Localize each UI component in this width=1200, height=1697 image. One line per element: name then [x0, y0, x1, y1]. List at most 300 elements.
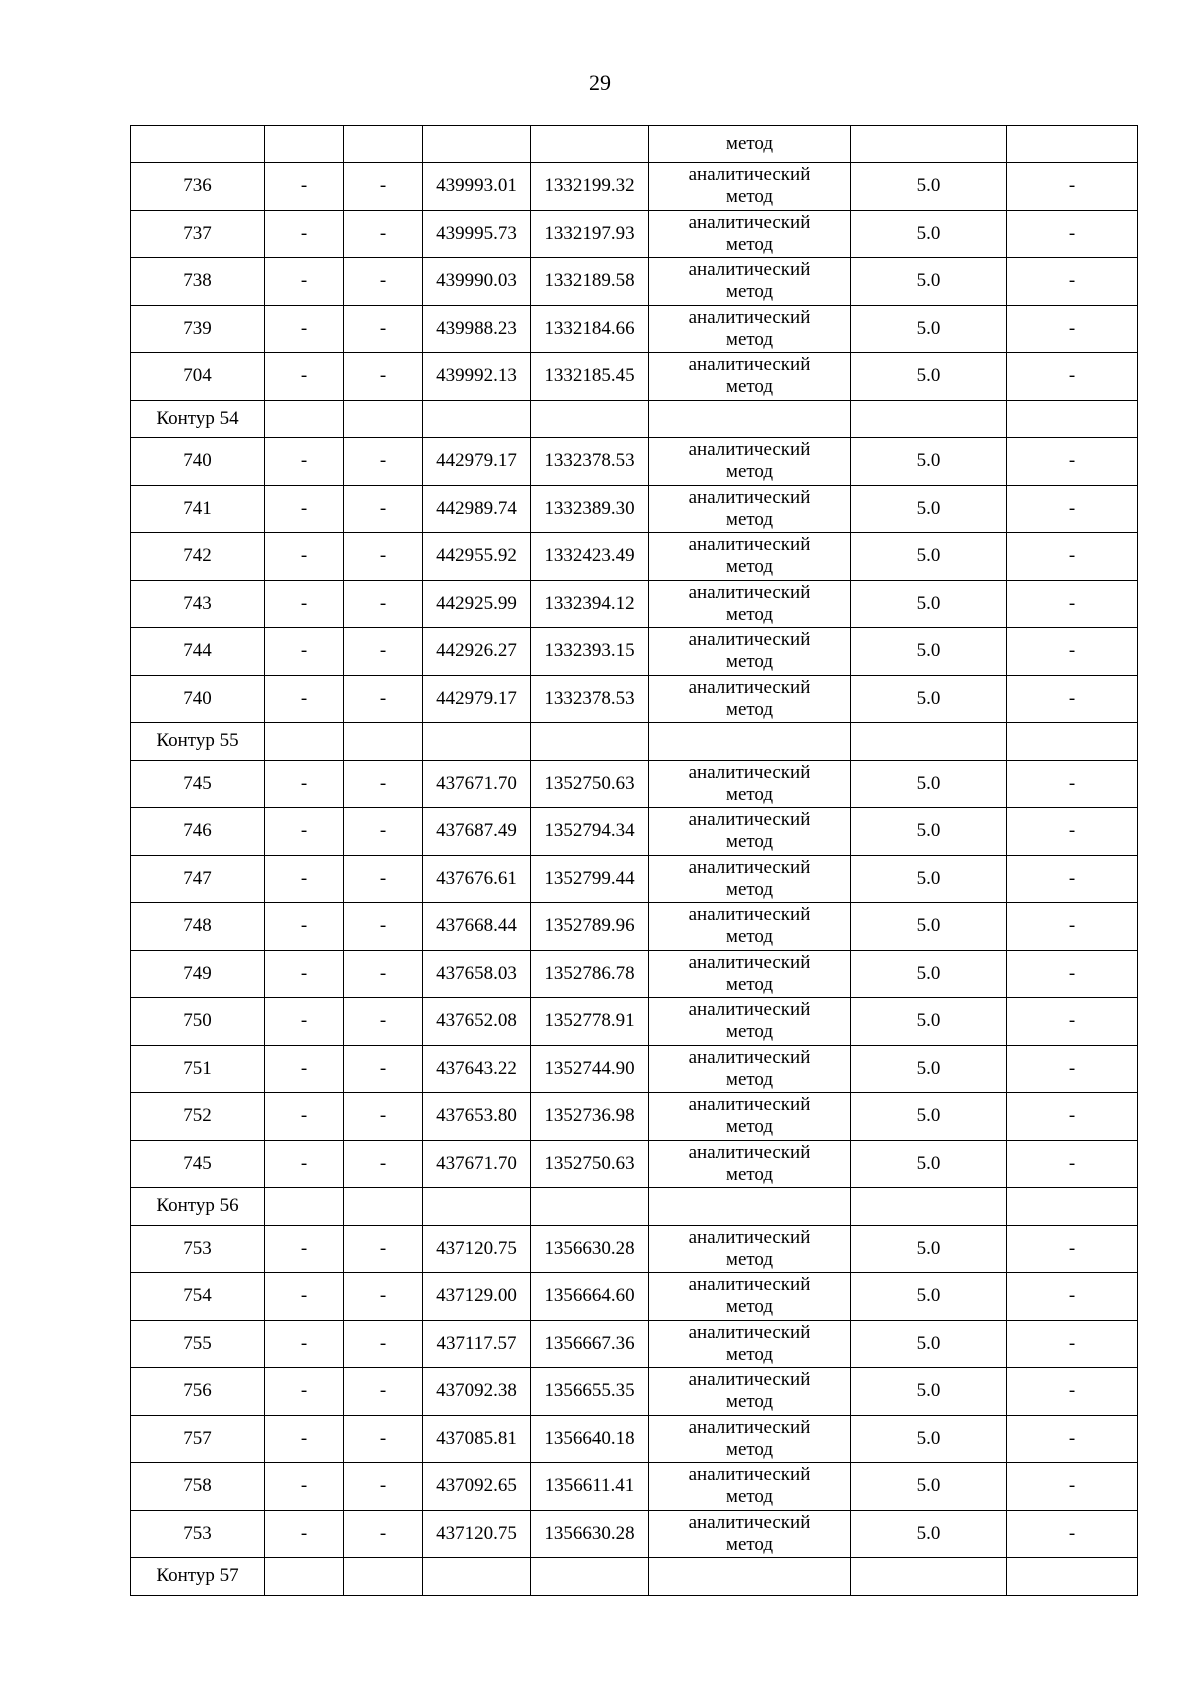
cell-x-coordinate: 437653.80 — [423, 1093, 531, 1141]
cell-note: - — [1007, 210, 1138, 258]
cell-empty — [531, 126, 649, 163]
contour-header-row — [131, 400, 1138, 438]
method-line-2: метод — [725, 508, 774, 530]
cell-x-coordinate: 437092.65 — [423, 1463, 531, 1511]
cell-dash-a: - — [265, 1463, 344, 1511]
method-line-1: аналитический — [688, 999, 811, 1021]
cell-empty — [531, 1188, 649, 1226]
cell-dash-a: - — [265, 210, 344, 258]
table-row — [131, 485, 1138, 533]
cell-dash-a: - — [265, 760, 344, 808]
cell-point-number: 739 — [131, 305, 265, 353]
cell-accuracy: 5.0 — [851, 760, 1007, 808]
method-line-2: метод — [725, 1438, 774, 1460]
cell-accuracy: 5.0 — [851, 628, 1007, 676]
method-line-2: метод — [725, 1248, 774, 1270]
cell-method — [649, 485, 851, 533]
cell-point-number: 749 — [131, 950, 265, 998]
cell-dash-b: - — [344, 760, 423, 808]
method-line-1: аналитический — [688, 306, 811, 328]
cell-y-coordinate: 1356640.18 — [531, 1415, 649, 1463]
cell-point-number: 754 — [131, 1273, 265, 1321]
cell-accuracy: 5.0 — [851, 163, 1007, 211]
cell-dash-a: - — [265, 1045, 344, 1093]
cell-dash-a: - — [265, 353, 344, 401]
cell-y-coordinate: 1332184.66 — [531, 305, 649, 353]
cell-y-coordinate: 1352799.44 — [531, 855, 649, 903]
cell-point-number: 751 — [131, 1045, 265, 1093]
contour-label: Контур 54 — [131, 400, 265, 438]
cell-method — [649, 163, 851, 211]
cell-method — [649, 808, 851, 856]
cell-note: - — [1007, 1320, 1138, 1368]
cell-method — [649, 950, 851, 998]
method-line-2: метод — [725, 1021, 774, 1043]
cell-dash-b: - — [344, 1415, 423, 1463]
method-line-1: аналитический — [688, 1464, 811, 1486]
cell-note: - — [1007, 1093, 1138, 1141]
cell-y-coordinate: 1332378.53 — [531, 438, 649, 486]
table-row — [131, 998, 1138, 1046]
cell-dash-b: - — [344, 1140, 423, 1188]
cell-y-coordinate: 1356655.35 — [531, 1368, 649, 1416]
cell-dash-a: - — [265, 533, 344, 581]
cell-dash-b: - — [344, 950, 423, 998]
table-row — [131, 855, 1138, 903]
cell-accuracy: 5.0 — [851, 1463, 1007, 1511]
contour-label: Контур 57 — [131, 1558, 265, 1596]
cell-y-coordinate: 1356664.60 — [531, 1273, 649, 1321]
cell-dash-b: - — [344, 628, 423, 676]
cell-method — [649, 305, 851, 353]
cell-y-coordinate: 1332189.58 — [531, 258, 649, 306]
cell-y-coordinate: 1352786.78 — [531, 950, 649, 998]
cell-empty — [851, 1558, 1007, 1596]
cell-x-coordinate: 442955.92 — [423, 533, 531, 581]
cell-accuracy: 5.0 — [851, 808, 1007, 856]
cell-empty — [531, 1558, 649, 1596]
cell-dash-b: - — [344, 163, 423, 211]
cell-x-coordinate: 437120.75 — [423, 1225, 531, 1273]
method-line-1: аналитический — [688, 581, 811, 603]
cell-accuracy: 5.0 — [851, 353, 1007, 401]
cell-accuracy: 5.0 — [851, 1368, 1007, 1416]
cell-note: - — [1007, 353, 1138, 401]
cell-dash-a: - — [265, 1225, 344, 1273]
cell-point-number: 748 — [131, 903, 265, 951]
cell-accuracy: 5.0 — [851, 675, 1007, 723]
cell-dash-a: - — [265, 580, 344, 628]
cell-dash-b: - — [344, 1045, 423, 1093]
cell-dash-a: - — [265, 1140, 344, 1188]
cell-y-coordinate: 1332394.12 — [531, 580, 649, 628]
page-number: 29 — [589, 70, 611, 95]
cell-dash-b: - — [344, 855, 423, 903]
cell-x-coordinate: 439990.03 — [423, 258, 531, 306]
cell-method — [649, 1093, 851, 1141]
cell-empty — [265, 126, 344, 163]
cell-x-coordinate: 439993.01 — [423, 163, 531, 211]
cell-note: - — [1007, 258, 1138, 306]
cell-dash-b: - — [344, 438, 423, 486]
cell-note: - — [1007, 1140, 1138, 1188]
method-line-1: аналитический — [688, 259, 811, 281]
contour-header-row — [131, 1558, 1138, 1596]
cell-x-coordinate: 437658.03 — [423, 950, 531, 998]
cell-empty — [851, 126, 1007, 163]
method-line-1: аналитический — [688, 809, 811, 831]
cell-x-coordinate: 442925.99 — [423, 580, 531, 628]
cell-empty — [531, 400, 649, 438]
cell-method — [649, 1463, 851, 1511]
cell-accuracy: 5.0 — [851, 305, 1007, 353]
method-line-1: аналитический — [688, 1416, 811, 1438]
cell-point-number: 745 — [131, 760, 265, 808]
cell-note: - — [1007, 760, 1138, 808]
cell-dash-b: - — [344, 1093, 423, 1141]
method-line-2: метод — [725, 603, 774, 625]
cell-dash-a: - — [265, 675, 344, 723]
contour-label: Контур 55 — [131, 723, 265, 761]
cell-point-number: 738 — [131, 258, 265, 306]
cell-point-number: 758 — [131, 1463, 265, 1511]
cell-method — [649, 353, 851, 401]
cell-x-coordinate: 439988.23 — [423, 305, 531, 353]
cell-empty — [265, 1188, 344, 1226]
table-row — [131, 353, 1138, 401]
table-row — [131, 533, 1138, 581]
table-row — [131, 438, 1138, 486]
cell-y-coordinate: 1352794.34 — [531, 808, 649, 856]
table-row — [131, 210, 1138, 258]
cell-dash-b: - — [344, 1368, 423, 1416]
cell-point-number: 741 — [131, 485, 265, 533]
method-line-2: метод — [725, 878, 774, 900]
method-line-1: аналитический — [688, 629, 811, 651]
cell-dash-a: - — [265, 1273, 344, 1321]
table-row — [131, 1463, 1138, 1511]
cell-y-coordinate: 1352750.63 — [531, 1140, 649, 1188]
cell-accuracy: 5.0 — [851, 950, 1007, 998]
cell-empty — [344, 1188, 423, 1226]
cell-method — [649, 1273, 851, 1321]
cell-point-number: 740 — [131, 675, 265, 723]
cell-method — [649, 1045, 851, 1093]
cell-y-coordinate: 1352778.91 — [531, 998, 649, 1046]
contour-label: Контур 56 — [131, 1188, 265, 1226]
cell-accuracy: 5.0 — [851, 1320, 1007, 1368]
table-row — [131, 1368, 1138, 1416]
cell-accuracy: 5.0 — [851, 1510, 1007, 1558]
method-line-2: метод — [725, 1391, 774, 1413]
cell-x-coordinate: 437687.49 — [423, 808, 531, 856]
table-body — [131, 126, 1138, 1596]
table-row — [131, 628, 1138, 676]
cell-empty — [131, 126, 265, 163]
cell-y-coordinate: 1356630.28 — [531, 1225, 649, 1273]
cell-y-coordinate: 1356630.28 — [531, 1510, 649, 1558]
cell-method — [649, 628, 851, 676]
cell-dash-a: - — [265, 1510, 344, 1558]
cell-method — [649, 258, 851, 306]
cell-empty — [649, 400, 851, 438]
cell-x-coordinate: 437129.00 — [423, 1273, 531, 1321]
cell-method — [649, 210, 851, 258]
cell-note: - — [1007, 1510, 1138, 1558]
cell-point-number: 757 — [131, 1415, 265, 1463]
cell-note: - — [1007, 305, 1138, 353]
method-line-2: метод — [725, 698, 774, 720]
cell-x-coordinate: 437120.75 — [423, 1510, 531, 1558]
cell-note: - — [1007, 438, 1138, 486]
cell-x-coordinate: 437671.70 — [423, 1140, 531, 1188]
cell-note: - — [1007, 1463, 1138, 1511]
cell-dash-b: - — [344, 1273, 423, 1321]
cell-method — [649, 998, 851, 1046]
method-line-1: аналитический — [688, 164, 811, 186]
cell-accuracy: 5.0 — [851, 1045, 1007, 1093]
table-row — [131, 1045, 1138, 1093]
cell-dash-a: - — [265, 1368, 344, 1416]
cell-x-coordinate: 442989.74 — [423, 485, 531, 533]
method-line-2: метод — [725, 1163, 774, 1185]
table-row — [131, 1225, 1138, 1273]
cell-dash-b: - — [344, 305, 423, 353]
cell-note: - — [1007, 580, 1138, 628]
cell-accuracy: 5.0 — [851, 1225, 1007, 1273]
method-line-1: аналитический — [688, 856, 811, 878]
cell-dash-a: - — [265, 1093, 344, 1141]
cell-empty — [851, 400, 1007, 438]
cell-x-coordinate: 442979.17 — [423, 438, 531, 486]
method-line-2: метод — [725, 1116, 774, 1138]
cell-dash-b: - — [344, 580, 423, 628]
cell-method — [649, 1510, 851, 1558]
cell-dash-a: - — [265, 1320, 344, 1368]
method-line-2: метод — [725, 1533, 774, 1555]
cell-point-number: 736 — [131, 163, 265, 211]
cell-y-coordinate: 1332199.32 — [531, 163, 649, 211]
cell-y-coordinate: 1356667.36 — [531, 1320, 649, 1368]
cell-note: - — [1007, 808, 1138, 856]
cell-accuracy: 5.0 — [851, 533, 1007, 581]
method-line-2: метод — [725, 651, 774, 673]
cell-dash-b: - — [344, 1510, 423, 1558]
cell-x-coordinate: 437652.08 — [423, 998, 531, 1046]
cell-y-coordinate: 1332393.15 — [531, 628, 649, 676]
cell-dash-a: - — [265, 998, 344, 1046]
cell-dash-b: - — [344, 675, 423, 723]
cell-method — [649, 533, 851, 581]
cell-dash-b: - — [344, 1225, 423, 1273]
cell-note: - — [1007, 950, 1138, 998]
cell-y-coordinate: 1352736.98 — [531, 1093, 649, 1141]
method-line-2: метод — [725, 973, 774, 995]
cell-point-number: 746 — [131, 808, 265, 856]
cell-y-coordinate: 1332389.30 — [531, 485, 649, 533]
cell-point-number: 755 — [131, 1320, 265, 1368]
table-row — [131, 1510, 1138, 1558]
cell-note: - — [1007, 533, 1138, 581]
cell-accuracy: 5.0 — [851, 210, 1007, 258]
cell-dash-a: - — [265, 485, 344, 533]
cell-note: - — [1007, 628, 1138, 676]
cell-method — [649, 675, 851, 723]
cell-y-coordinate: 1352750.63 — [531, 760, 649, 808]
table-row — [131, 675, 1138, 723]
cell-method — [649, 438, 851, 486]
cell-note: - — [1007, 1045, 1138, 1093]
cell-note: - — [1007, 855, 1138, 903]
cell-note: - — [1007, 1368, 1138, 1416]
continued-row — [131, 126, 1138, 163]
cell-empty — [344, 723, 423, 761]
cell-x-coordinate: 437671.70 — [423, 760, 531, 808]
method-line-2: метод — [725, 1343, 774, 1365]
cell-empty — [423, 1558, 531, 1596]
table-row — [131, 163, 1138, 211]
method-line-1: аналитический — [688, 1511, 811, 1533]
cell-x-coordinate: 437676.61 — [423, 855, 531, 903]
cell-point-number: 750 — [131, 998, 265, 1046]
cell-method — [649, 855, 851, 903]
cell-x-coordinate: 437668.44 — [423, 903, 531, 951]
method-line-2: метод — [725, 376, 774, 398]
cell-dash-a: - — [265, 163, 344, 211]
cell-dash-a: - — [265, 808, 344, 856]
cell-accuracy: 5.0 — [851, 580, 1007, 628]
cell-dash-b: - — [344, 210, 423, 258]
cell-point-number: 753 — [131, 1510, 265, 1558]
table-row — [131, 808, 1138, 856]
cell-accuracy: 5.0 — [851, 998, 1007, 1046]
cell-dash-a: - — [265, 438, 344, 486]
cell-note: - — [1007, 1273, 1138, 1321]
cell-x-coordinate: 439995.73 — [423, 210, 531, 258]
method-line-1: аналитический — [688, 951, 811, 973]
method-line-1: аналитический — [688, 1226, 811, 1248]
table-row — [131, 903, 1138, 951]
cell-dash-a: - — [265, 258, 344, 306]
cell-empty — [1007, 723, 1138, 761]
cell-accuracy: 5.0 — [851, 1273, 1007, 1321]
cell-method — [649, 1415, 851, 1463]
cell-note: - — [1007, 998, 1138, 1046]
method-line-2: метод — [725, 1296, 774, 1318]
cell-accuracy: 5.0 — [851, 1093, 1007, 1141]
cell-accuracy: 5.0 — [851, 1415, 1007, 1463]
method-line-2: метод — [725, 328, 774, 350]
method-line-1: аналитический — [688, 1321, 811, 1343]
table-row — [131, 1415, 1138, 1463]
cell-note: - — [1007, 675, 1138, 723]
cell-dash-a: - — [265, 628, 344, 676]
cell-empty — [649, 723, 851, 761]
cell-dash-b: - — [344, 485, 423, 533]
cell-dash-a: - — [265, 950, 344, 998]
cell-empty — [851, 1188, 1007, 1226]
cell-empty — [1007, 400, 1138, 438]
method-line-2: метод — [725, 281, 774, 303]
cell-dash-b: - — [344, 258, 423, 306]
cell-dash-b: - — [344, 353, 423, 401]
cell-dash-b: - — [344, 533, 423, 581]
method-line-1: аналитический — [688, 676, 811, 698]
cell-x-coordinate: 437117.57 — [423, 1320, 531, 1368]
cell-point-number: 743 — [131, 580, 265, 628]
cell-empty — [344, 1558, 423, 1596]
method-line-1: аналитический — [688, 439, 811, 461]
cell-method — [649, 1140, 851, 1188]
cell-y-coordinate: 1352744.90 — [531, 1045, 649, 1093]
method-line-1: аналитический — [688, 1141, 811, 1163]
method-line-2: метод — [725, 783, 774, 805]
cell-method — [649, 580, 851, 628]
cell-accuracy: 5.0 — [851, 438, 1007, 486]
method-line-1: аналитический — [688, 534, 811, 556]
cell-point-number: 747 — [131, 855, 265, 903]
method-line-2: метод — [725, 556, 774, 578]
cell-method — [649, 1368, 851, 1416]
coordinates-table — [130, 125, 1138, 1596]
method-line-2: метод — [725, 461, 774, 483]
cell-method-continued: метод — [649, 126, 851, 163]
cell-y-coordinate: 1332378.53 — [531, 675, 649, 723]
cell-empty — [423, 126, 531, 163]
cell-x-coordinate: 437092.38 — [423, 1368, 531, 1416]
cell-empty — [265, 400, 344, 438]
cell-empty — [265, 1558, 344, 1596]
method-line-2: метод — [725, 1486, 774, 1508]
table-row — [131, 305, 1138, 353]
cell-empty — [649, 1558, 851, 1596]
cell-dash-b: - — [344, 1463, 423, 1511]
cell-y-coordinate: 1332423.49 — [531, 533, 649, 581]
method-line-2: метод — [725, 1068, 774, 1090]
contour-header-row — [131, 723, 1138, 761]
contour-header-row — [131, 1188, 1138, 1226]
cell-point-number: 752 — [131, 1093, 265, 1141]
method-line-1: аналитический — [688, 1046, 811, 1068]
method-line-1: аналитический — [688, 761, 811, 783]
cell-empty — [344, 126, 423, 163]
cell-empty — [1007, 1188, 1138, 1226]
cell-note: - — [1007, 1415, 1138, 1463]
table-row — [131, 1093, 1138, 1141]
cell-accuracy: 5.0 — [851, 485, 1007, 533]
cell-point-number: 742 — [131, 533, 265, 581]
cell-x-coordinate: 442926.27 — [423, 628, 531, 676]
cell-empty — [1007, 1558, 1138, 1596]
cell-empty — [423, 723, 531, 761]
method-line-1: аналитический — [688, 354, 811, 376]
method-line-2: метод — [725, 831, 774, 853]
method-line-1: аналитический — [688, 486, 811, 508]
cell-y-coordinate: 1352789.96 — [531, 903, 649, 951]
method-line-1: аналитический — [688, 1094, 811, 1116]
cell-dash-b: - — [344, 808, 423, 856]
table-row — [131, 760, 1138, 808]
table-row — [131, 258, 1138, 306]
cell-dash-a: - — [265, 855, 344, 903]
cell-empty — [423, 400, 531, 438]
table-row — [131, 580, 1138, 628]
method-line-2: метод — [725, 926, 774, 948]
cell-point-number: 756 — [131, 1368, 265, 1416]
table-row — [131, 950, 1138, 998]
method-line-1: аналитический — [688, 1369, 811, 1391]
cell-dash-a: - — [265, 903, 344, 951]
